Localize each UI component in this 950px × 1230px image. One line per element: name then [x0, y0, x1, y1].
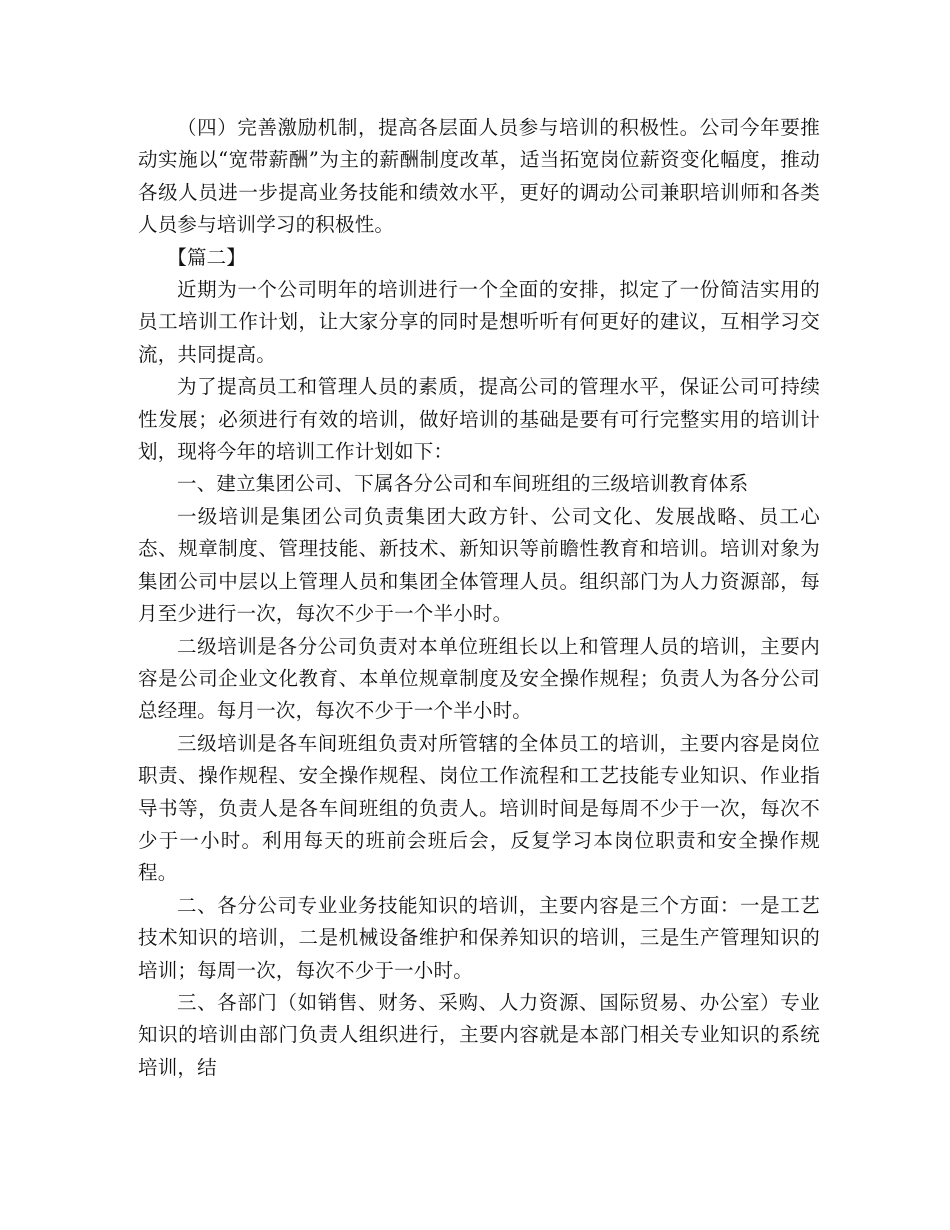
paragraph-intro: 近期为一个公司明年的培训进行一个全面的安排，拟定了一份简洁实用的员工培训工作计划，让大家分享的同时是想听听有何更好的建议，互相学习交流，共同提高。	[138, 278, 820, 366]
paragraph-level-two-training: 二级培训是各分公司负责对本单位班组长以上和管理人员的培训，主要内容是公司企业文化教育、本单位规章制度及安全操作规程；负责人为各分公司总经理。每月一次，每次不少于一个半小时。	[138, 634, 820, 723]
paragraph-level-one-training: 一级培训是集团公司负责集团大政方针、公司文化、发展战略、员工心态、规章制度、管理技能、新技术、新知识等前瞻性教育和培训。培训对象为集团公司中层以上管理人员和集团全体管理人员。组织部门为人力资源部，每月至少进行一次，每次不少于一个半小时。	[138, 504, 820, 626]
paragraph-department-training: 三、各部门（如销售、财务、采购、人力资源、国际贸易、办公室）专业知识的培训由部门负责人组织进行，主要内容就是本部门相关专业知识的系统培训，结	[138, 990, 820, 1079]
paragraph-branch-skills-training: 二、各分公司专业业务技能知识的培训，主要内容是三个方面：一是工艺技术知识的培训，二是机械设备维护和保养知识的培训，三是生产管理知识的培训；每周一次，每次不少于一小时。	[138, 893, 820, 982]
paragraph-level-three-training: 三级培训是各车间班组负责对所管辖的全体员工的培训，主要内容是岗位职责、操作规程、安全操作规程、岗位工作流程和工艺技能专业知识、作业指导书等，负责人是各车间班组的负责人。培训时间是每周不少于一次，每次不少于一小时。利用每天的班前会班后会，反复学习本岗位职责和安全操作规程。	[138, 731, 820, 885]
section-heading-three-level-system: 一、建立集团公司、下属各分公司和车间班组的三级培训教育体系	[177, 472, 749, 496]
paragraph-incentive-mechanism: （四）完善激励机制，提高各层面人员参与培训的积极性。公司今年要推动实施以“宽带薪酬”为主的薪酬制度改革，适当拓宽岗位薪资变化幅度，推动各级人员进一步提高业务技能和绩效水平，更好的调动公司兼职培训师和各类人员参与培训学习的积极性。	[138, 116, 820, 237]
paragraph-purpose: 为了提高员工和管理人员的素质，提高公司的管理水平，保证公司可持续性发展；必须进行有效的培训，做好培训的基础是要有可行完整实用的培训计划，现将今年的培训工作计划如下：	[138, 375, 820, 464]
section-heading-part-two: 【篇二】	[167, 245, 247, 269]
